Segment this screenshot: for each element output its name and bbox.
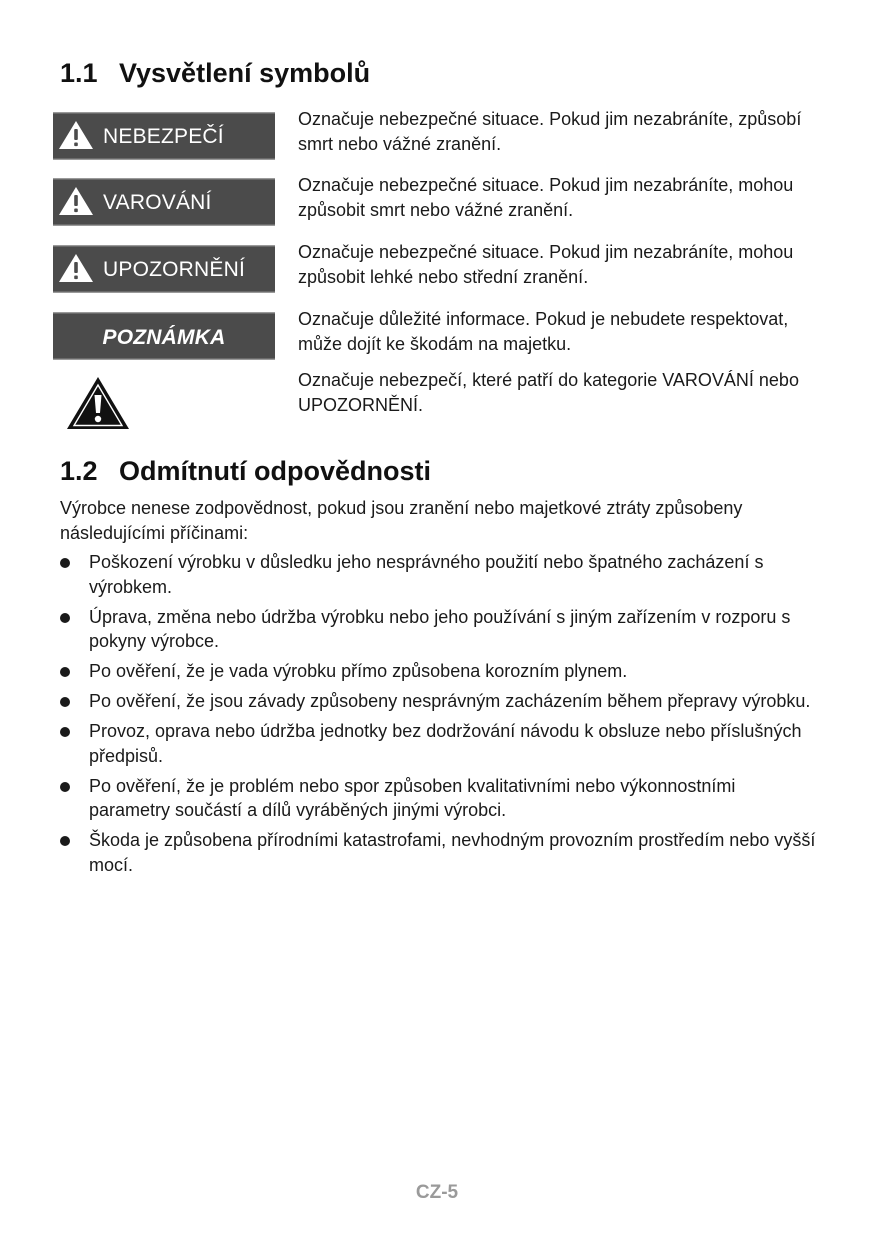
symbol-row-danger — [53, 109, 813, 168]
section-number: 1.2 — [60, 456, 98, 486]
bullet-icon — [60, 558, 70, 568]
badge-label: UPOZORNĚNÍ — [103, 258, 246, 281]
list-item — [60, 828, 820, 877]
list-item-text: Provoz, oprava nebo údržba jednotky bez dodržování návodu k obsluze nebo příslušných předpisů. — [89, 721, 802, 766]
symbol-description: Označuje nebezpečí, které patří do kategorie VAROVÁNÍ nebo UPOZORNĚNÍ. — [298, 370, 799, 415]
warning-triangle-icon — [58, 253, 94, 283]
list-item-text: Po ověření, že je problém nebo spor způsoben kvalitativními nebo výkonnostními parametry součástí a dílů vyráběných jinými výrobci. — [89, 775, 736, 820]
symbol-description: Označuje nebezpečné situace. Pokud jim nezabráníte, způsobí smrt nebo vážné zranění. — [298, 109, 802, 154]
list-item-text: Poškození výrobku v důsledku jeho nesprávného použití nebo špatného zacházení s výrobkem. — [89, 552, 764, 597]
page-number: CZ-5 — [415, 1182, 459, 1203]
warning-triangle-icon — [65, 375, 131, 431]
section-heading-symbols — [60, 58, 370, 89]
warning-badge — [53, 178, 275, 226]
danger-badge — [53, 112, 275, 160]
list-item — [60, 605, 820, 654]
badge-label: NEBEZPEČÍ — [103, 125, 224, 148]
disclaimer-intro: Výrobce nenese zodpovědnost, pokud jsou zranění nebo majetkové ztráty způsobeny následujícími příčinami: — [60, 498, 743, 543]
list-item — [60, 550, 820, 599]
section-title: Vysvětlení symbolů — [119, 58, 371, 88]
list-item — [60, 719, 820, 768]
list-item-text: Úprava, změna nebo údržba výrobku nebo jeho používání s jiným zařízením v rozporu s pokyny výrobce. — [89, 606, 791, 651]
list-item — [60, 774, 820, 823]
section-heading-disclaimer — [60, 456, 431, 487]
disclaimer-list — [60, 550, 820, 883]
warning-triangle-icon — [58, 186, 94, 216]
bullet-icon — [60, 727, 70, 737]
symbol-row-caution — [53, 242, 813, 301]
bullet-icon — [60, 667, 70, 677]
bullet-icon — [60, 782, 70, 792]
section-number: 1.1 — [60, 58, 98, 88]
symbol-row-note — [53, 309, 813, 368]
section-title: Odmítnutí odpovědnosti — [119, 456, 431, 486]
bullet-icon — [60, 697, 70, 707]
symbol-description: Označuje důležité informace. Pokud je nebudete respektovat, může dojít ke škodám na majetku. — [298, 309, 789, 354]
warning-triangle-icon — [58, 120, 94, 150]
list-item — [60, 689, 820, 714]
symbol-row-hazard — [53, 370, 813, 429]
list-item-text: Škoda je způsobena přírodními katastrofami, nevhodným provozním prostředím nebo vyšší mocí. — [89, 830, 816, 875]
bullet-icon — [60, 613, 70, 623]
list-item-text: Po ověření, že jsou závady způsobeny nesprávným zacházením během přepravy výrobku. — [89, 691, 811, 711]
symbol-description: Označuje nebezpečné situace. Pokud jim nezabráníte, mohou způsobit smrt nebo vážné zranění. — [298, 175, 794, 220]
bullet-icon — [60, 836, 70, 846]
symbol-row-warning — [53, 175, 813, 234]
badge-label: POZNÁMKA — [102, 326, 226, 349]
caution-badge — [53, 245, 275, 293]
badge-label: VAROVÁNÍ — [103, 191, 212, 214]
note-badge — [53, 312, 275, 360]
list-item — [60, 659, 820, 684]
list-item-text: Po ověření, že je vada výrobku přímo způsobena korozním plynem. — [89, 661, 628, 681]
symbol-description: Označuje nebezpečné situace. Pokud jim nezabráníte, mohou způsobit lehké nebo střední zranění. — [298, 242, 794, 287]
